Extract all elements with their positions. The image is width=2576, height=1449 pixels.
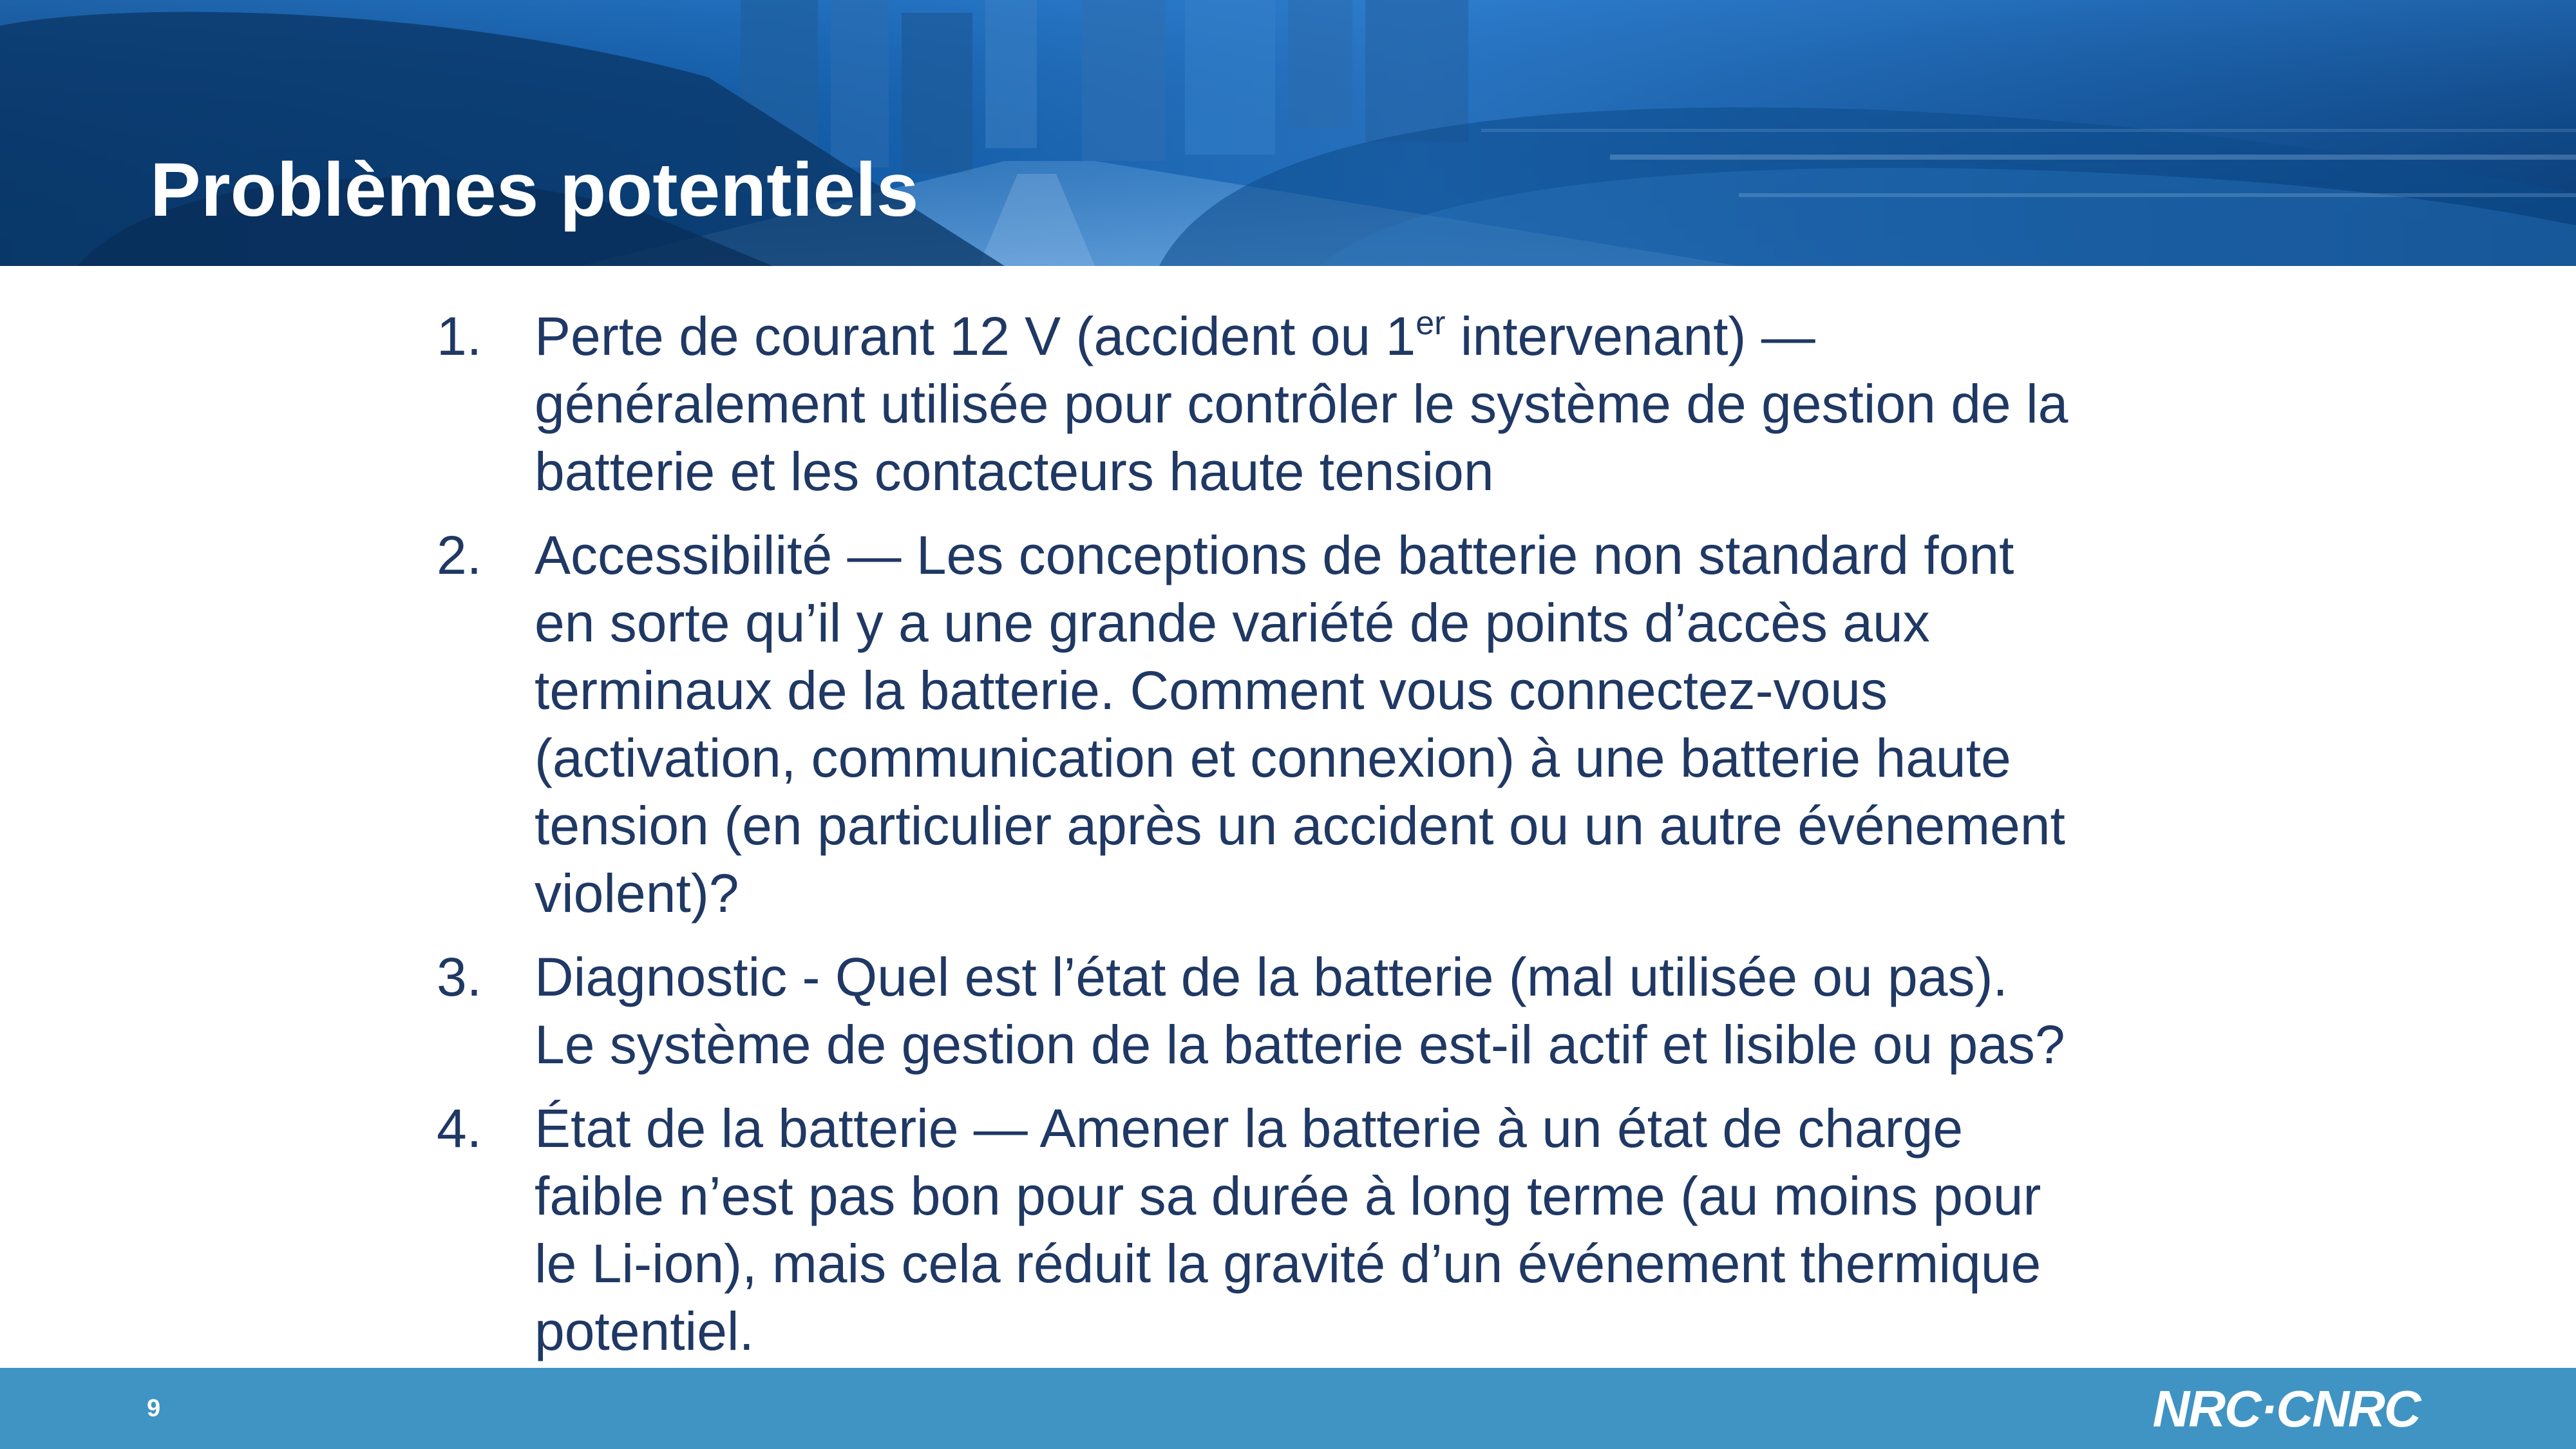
list-item-line: terminaux de la batterie. Comment vous connectez-vous bbox=[535, 660, 1888, 721]
list-item-text bbox=[535, 1095, 2145, 1365]
list-item-text bbox=[535, 303, 2145, 506]
nrc-cnrc-logo bbox=[2112, 1380, 2460, 1437]
list-item-number: 1. bbox=[437, 306, 482, 366]
list-item-line: Le système de gestion de la batterie est-il actif et lisible ou pas? bbox=[535, 1014, 2065, 1075]
list-item-number: 4. bbox=[437, 1098, 482, 1159]
list-item-text bbox=[535, 943, 2145, 1079]
list-item-line: potentiel. bbox=[535, 1301, 754, 1361]
footer-bar bbox=[0, 1368, 2576, 1449]
slide-title: Problèmes potentiels bbox=[150, 147, 919, 232]
list-item-line: (activation, communication et connexion) à une batterie haute bbox=[535, 728, 2011, 788]
list-item-line: le Li-ion), mais cela réduit la gravité d’un événement thermique bbox=[535, 1233, 2041, 1294]
list-item-line: tension (en particulier après un accident ou un autre événement bbox=[535, 795, 2065, 856]
list-item-line: Accessibilité — Les conceptions de batterie non standard font bbox=[535, 525, 2014, 585]
list-item-line: généralement utilisée pour contrôler le système de gestion de la bbox=[535, 374, 2069, 434]
list-item-line: État de la batterie — Amener la batterie à un état de charge bbox=[535, 1098, 1964, 1159]
list-item-number: 3. bbox=[437, 947, 482, 1007]
list-item-text bbox=[535, 522, 2145, 927]
list-item-line: batterie et les contacteurs haute tension bbox=[535, 441, 1494, 502]
logo-wordmark: NRC·CNRC bbox=[2152, 1380, 2420, 1437]
header-banner bbox=[0, 0, 2576, 266]
page-number: 9 bbox=[147, 1395, 161, 1422]
list-item-line: violent)? bbox=[535, 863, 739, 923]
list-item-line: en sorte qu’il y a une grande variété de points d’accès aux bbox=[535, 592, 1930, 653]
list-item-line: Perte de courant 12 V (accident ou 1er intervenant) — bbox=[535, 305, 1815, 366]
list-item-line: faible n’est pas bon pour sa durée à long terme (au moins pour bbox=[535, 1166, 2041, 1226]
superscript: er bbox=[1416, 305, 1446, 342]
list-item-number: 2. bbox=[437, 525, 482, 585]
list-item-line: Diagnostic - Quel est l’état de la batterie (mal utilisée ou pas). bbox=[535, 947, 2008, 1007]
